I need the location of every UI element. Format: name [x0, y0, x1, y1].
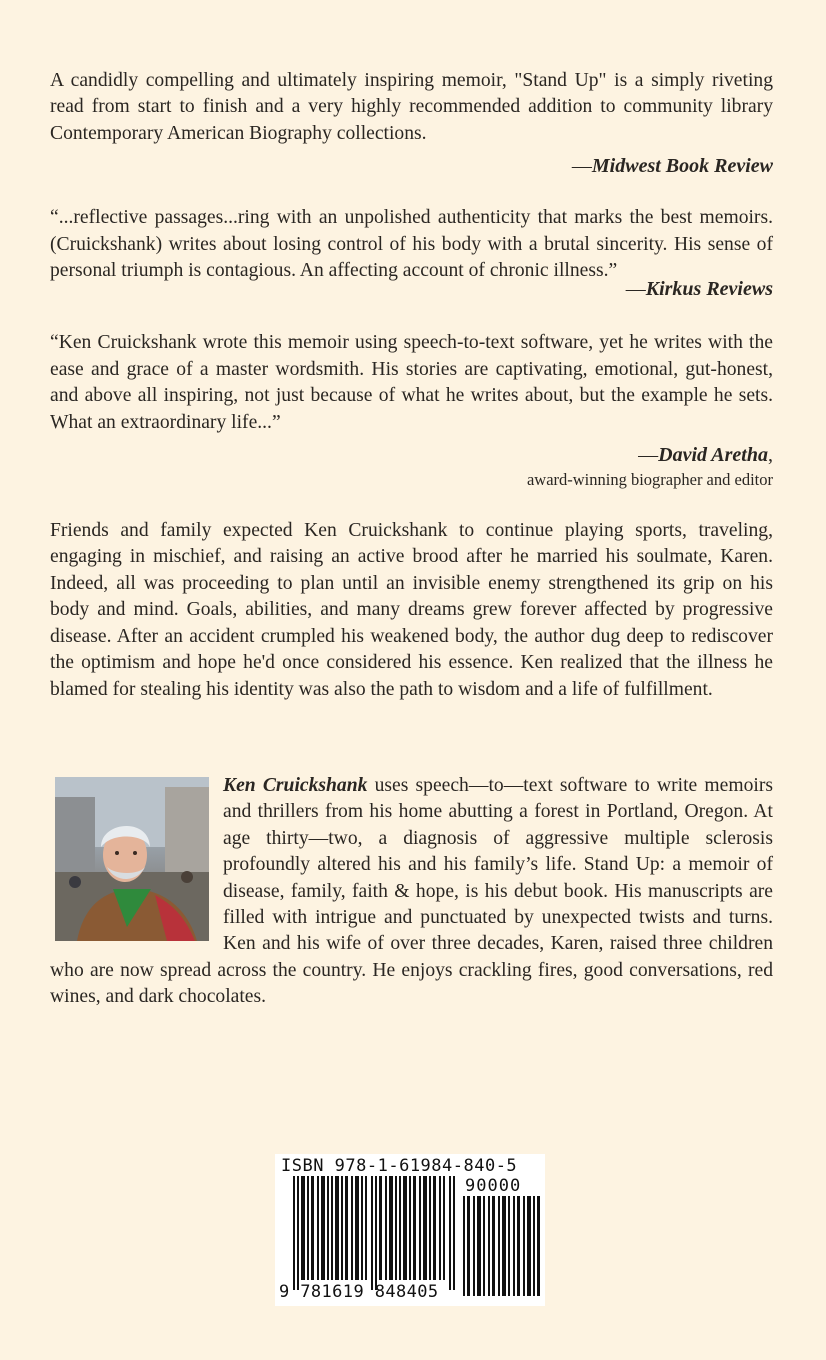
isbn-barcode — [275, 1154, 545, 1306]
author-photo — [55, 777, 209, 941]
review-source-2: Kirkus Reviews — [645, 278, 773, 301]
ean-digits: 9 781619 848405 — [279, 1282, 439, 1302]
review-source-note: award-winning biographer and editor — [526, 470, 773, 490]
price-code: 90000 — [465, 1176, 522, 1196]
author-bio-body: uses speech—to—text software to write memoirs and thrillers from his home abutting a forest in Portland, Oregon. At age thirty—two, a diagnosis of aggressive multiple sclerosis profoundly altered his and his family’s life. Stand Up: a memoir of disease, family, faith & hope, is his debut book. His manuscripts are filled with intrigue and punctuated by unexpected twists and turns. Ken and his wife of over three decades, Karen, raised three children who are now spread across the country. He enjoys crackling fires, good conversations, red wines, and dark chocolates. — [50, 774, 773, 1008]
book-synopsis: Friends and family expected Ken Cruickshank to continue playing sports, traveling, engaging in mischief, and raising an active brood after he married his soulmate, Karen. Indeed, all was proceeding to plan until an invisible enemy strengthened its grip on his body and mind. Goals, abilities, and many dreams grew forever affected by progressive disease. After an accident crumpled his weakened body, the author dug deep to rediscover the optimism and hope he'd once considered his essence. Ken realized that the illness he blamed for stealing his identity was also the path to wisdom and a life of fulfillment. — [50, 520, 773, 700]
review-quote-2: “...reflective passages...ring with an unpolished authenticity that marks the best memoirs. (Cruickshank) writes about losing control of his body with a brutal sincerity. His sense of personal triumph is contagious. An affecting account of chronic illness.” — [50, 207, 773, 282]
attribution-dash: — — [638, 444, 659, 467]
author-bio — [50, 773, 773, 1011]
review-source-1: Midwest Book Review — [591, 155, 773, 178]
author-name: Ken Cruickshank — [223, 774, 368, 796]
ean-barcode-bars — [293, 1176, 455, 1290]
review-source-3: David Aretha — [658, 444, 768, 467]
review-attribution-1 — [50, 153, 773, 179]
attribution-dash: — — [571, 155, 592, 178]
author-photo-illustration — [55, 777, 209, 941]
addon-barcode-bars — [463, 1196, 541, 1296]
review-attribution-3 — [50, 442, 773, 468]
attribution-dash: — — [625, 278, 646, 301]
attribution-suffix: , — [768, 444, 773, 467]
review-quote-1: A candidly compelling and ultimately inspiring memoir, "Stand Up" is a simply riveting read from start to finish and a very highly recommended addition to community library Contemporary American Biography collections. — [50, 70, 773, 144]
isbn-number: ISBN 978-1-61984-840-5 — [281, 1156, 518, 1176]
back-cover-text — [50, 68, 773, 1011]
review-quote-3: “Ken Cruickshank wrote this memoir using speech-to-text software, yet he writes with the ease and grace of a master wordsmith. His stories are captivating, emotional, gut-honest, and above all inspiring, not just because of what he writes about, but the example he sets. What an extraordinary life...” — [50, 332, 773, 433]
